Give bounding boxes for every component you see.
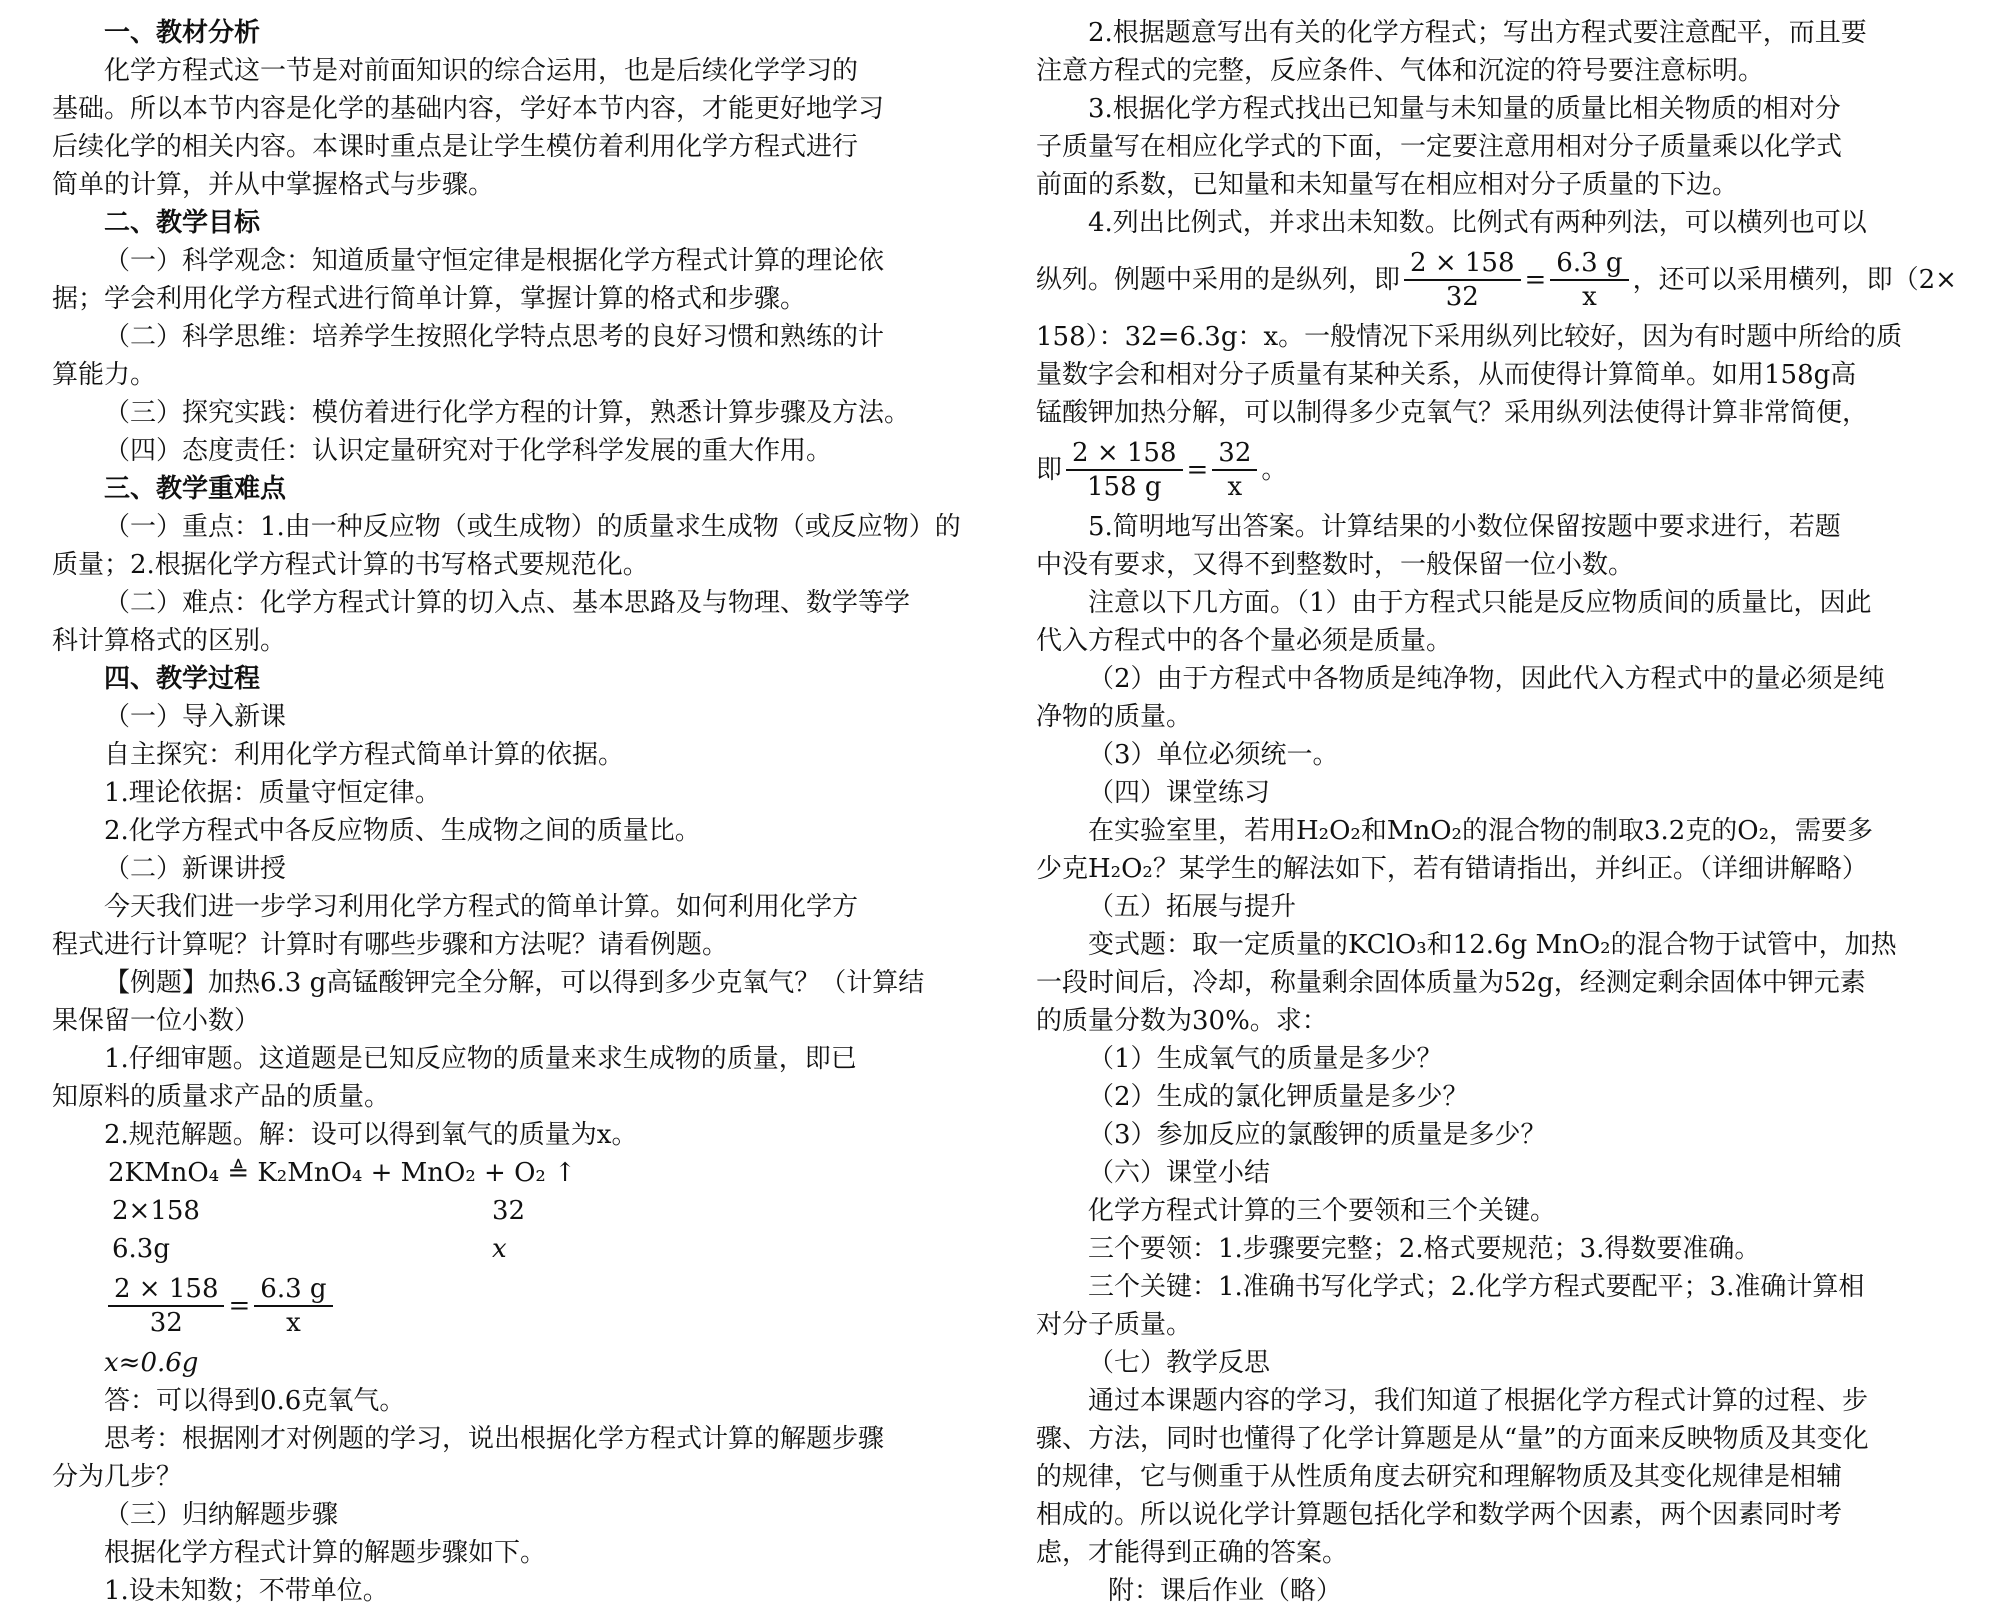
text-line: 少克H₂O₂？某学生的解法如下，若有错请指出，并纠正。（详细讲解略）: [1036, 854, 1868, 884]
vertical-proportion-line: [1036, 242, 1986, 318]
text-line: （四）态度责任：认识定量研究对于化学科学发展的重大作用。: [104, 436, 833, 466]
section-title-4: 四、教学过程: [104, 664, 261, 694]
left-column: [52, 14, 1002, 1610]
text-line: 质量；2.根据化学方程式计算的书写格式要规范化。: [52, 550, 649, 580]
text-line: （三）探究实践：模仿着进行化学方程的计算，熟悉计算步骤及方法。: [104, 398, 911, 428]
text-segment: 纵列。例题中采用的是纵列，即: [1036, 265, 1401, 295]
text-line: 通过本课题内容的学习，我们知道了根据化学方程式计算的过程、步: [1088, 1386, 1869, 1416]
text-line: 据；学会利用化学方程式进行简单计算，掌握计算的格式和步骤。: [52, 284, 807, 314]
fraction-denominator: 158 g: [1086, 472, 1162, 502]
text-line: （二）新课讲授: [104, 854, 287, 884]
equals-sign: =: [228, 1291, 251, 1321]
text-line: （七）教学反思: [1088, 1348, 1271, 1378]
text-line: 4.列出比例式，并求出未知数。比例式有两种列法，可以横列也可以: [1088, 208, 1867, 238]
text-line: 2.化学方程式中各反应物质、生成物之间的质量比。: [104, 816, 701, 846]
fraction: [1550, 247, 1628, 313]
text-line: 1.设未知数；不带单位。: [104, 1576, 389, 1606]
text-line: 化学方程式计算的三个要领和三个关键。: [1088, 1196, 1557, 1226]
fraction-denominator: 32: [1445, 282, 1479, 312]
text-line: 算能力。: [52, 360, 157, 390]
text-line: 的规律，它与侧重于从性质角度去研究和理解物质及其变化规律是相辅: [1036, 1462, 1843, 1492]
text-line: 前面的系数，已知量和未知量写在相应相对分子质量的下边。: [1036, 170, 1739, 200]
fraction-numerator: 2 × 158: [1066, 437, 1182, 471]
fraction-numerator: 6.3 g: [254, 1273, 332, 1307]
text-line: 5.简明地写出答案。计算结果的小数位保留按题中要求进行，若题: [1088, 512, 1841, 542]
fraction-denominator: x: [286, 1308, 301, 1338]
text-line: 自主探究：利用化学方程式简单计算的依据。: [104, 740, 625, 770]
text-line: （一）导入新课: [104, 702, 287, 732]
text-line: 三个要领：1.步骤要完整；2.格式要规范；3.得数要准确。: [1088, 1234, 1761, 1264]
text-line: 根据化学方程式计算的解题步骤如下。: [104, 1538, 547, 1568]
equation-known-row: [52, 1230, 1002, 1268]
equals-sign: =: [1186, 455, 1209, 485]
section-title-1: 一、教材分析: [104, 18, 261, 48]
text-line: 在实验室里，若用H₂O₂和MnO₂的混合物的制取3.2克的O₂，需要多: [1088, 816, 1874, 846]
text-line: 虑，才能得到正确的答案。: [1036, 1538, 1349, 1568]
text-line: 子质量写在相应化学式的下面，一定要注意用相对分子质量乘以化学式: [1036, 132, 1843, 162]
text-line: 今天我们进一步学习利用化学方程式的简单计算。如何利用化学方: [104, 892, 859, 922]
known-kmno4: 6.3g: [112, 1234, 170, 1264]
text-line: 2.根据题意写出有关的化学方程式；写出方程式要注意配平，而且要: [1088, 18, 1867, 48]
section-title-2: 二、教学目标: [104, 208, 261, 238]
result-line: x≈0.6g: [104, 1348, 199, 1378]
text-line: （四）课堂练习: [1088, 778, 1271, 808]
unknown-o2: x: [492, 1234, 507, 1264]
text-segment: 。: [1261, 455, 1288, 485]
text-line: 的质量分数为30%。求：: [1036, 1006, 1328, 1036]
text-line: （三）归纳解题步骤: [104, 1500, 339, 1530]
fraction-right: [254, 1273, 332, 1339]
text-line: （1）生成氧气的质量是多少？: [1088, 1044, 1443, 1074]
appendix-note: 附：课后作业（略）: [1108, 1576, 1343, 1606]
text-line: 基础。所以本节内容是化学的基础内容，学好本节内容，才能更好地学习: [52, 94, 885, 124]
fraction-numerator: 2 × 158: [1404, 247, 1520, 281]
section-title-3: 三、教学重难点: [104, 474, 287, 504]
text-line: 简单的计算，并从中掌握格式与步骤。: [52, 170, 495, 200]
text-line: 代入方程式中的各个量必须是质量。: [1036, 626, 1453, 656]
text-line: （一）重点：1.由一种反应物（或生成物）的质量求生成物（或反应物）的: [104, 512, 961, 542]
text-line: 1.仔细审题。这道题是已知反应物的质量来求生成物的质量，即已: [104, 1044, 857, 1074]
text-line: （3）参加反应的氯酸钾的质量是多少？: [1088, 1120, 1547, 1150]
fraction: [1212, 437, 1257, 503]
text-line: 注意以下几方面。（1）由于方程式只能是反应物质间的质量比，因此: [1088, 588, 1872, 618]
text-line: （六）课堂小结: [1088, 1158, 1271, 1188]
equals-sign: =: [1524, 265, 1547, 295]
text-line: 化学方程式这一节是对前面知识的综合运用，也是后续化学学习的: [104, 56, 859, 86]
text-line: 三个关键：1.准确书写化学式；2.化学方程式要配平；3.准确计算相: [1088, 1272, 1865, 1302]
text-line: 思考：根据刚才对例题的学习，说出根据化学方程式计算的解题步骤: [104, 1424, 885, 1454]
text-line: 变式题：取一定质量的KClO₃和12.6g MnO₂的混合物于试管中，加热: [1088, 930, 1897, 960]
equation-mass-row: [52, 1192, 1002, 1230]
proportion-equation: [52, 1268, 1002, 1344]
text-line: 158）：32=6.3g：x。一般情况下采用纵列比较好，因为有时题中所给的质: [1036, 322, 1903, 352]
text-line: 【例题】加热6.3 g高锰酸钾完全分解，可以得到多少克氧气？（计算结: [104, 968, 925, 998]
mass-o2: 32: [492, 1196, 526, 1226]
text-line: 分为几步？: [52, 1462, 183, 1492]
text-line: （五）拓展与提升: [1088, 892, 1297, 922]
text-line: 2.规范解题。解：设可以得到氧气的质量为x。: [104, 1120, 638, 1150]
fraction-denominator: x: [1227, 472, 1243, 502]
mass-kmno4: 2×158: [112, 1196, 200, 1226]
text-line: （2）生成的氯化钾质量是多少？: [1088, 1082, 1469, 1112]
text-line: 果保留一位小数）: [52, 1006, 261, 1036]
text-line: 答：可以得到0.6克氧气。: [104, 1386, 406, 1416]
text-line: 中没有要求，又得不到整数时，一般保留一位小数。: [1036, 550, 1635, 580]
text-line: 锰酸钾加热分解，可以制得多少克氧气？采用纵列法使得计算非常简便，: [1036, 398, 1869, 428]
fraction-numerator: 32: [1212, 437, 1257, 471]
text-line: （二）难点：化学方程式计算的切入点、基本思路及与物理、数学等学: [104, 588, 911, 618]
fraction: [1066, 437, 1182, 503]
fraction-numerator: 6.3 g: [1550, 247, 1628, 281]
text-line: 科计算格式的区别。: [52, 626, 287, 656]
text-line: 注意方程式的完整，反应条件、气体和沉淀的符号要注意标明。: [1036, 56, 1765, 86]
text-line: （一）科学观念：知道质量守恒定律是根据化学方程式计算的理论依: [104, 246, 885, 276]
text-segment: ，还可以采用横列，即（2×: [1632, 265, 1957, 295]
text-line: 一段时间后，冷却，称量剩余固体质量为52g，经测定剩余固体中钾元素: [1036, 968, 1866, 998]
text-line: 相成的。所以说化学计算题包括化学和数学两个因素，两个因素同时考: [1036, 1500, 1843, 1530]
text-line: 后续化学的相关内容。本课时重点是让学生模仿着利用化学方程式进行: [52, 132, 859, 162]
text-line: （二）科学思维：培养学生按照化学特点思考的良好习惯和熟练的计: [104, 322, 885, 352]
right-column: [1036, 14, 1986, 1610]
fraction-denominator: x: [1582, 282, 1597, 312]
text-line: 3.根据化学方程式找出已知量与未知量的质量比相关物质的相对分: [1088, 94, 1841, 124]
fraction-left: [108, 1273, 224, 1339]
chemical-equation: 2KMnO₄ ≜ K₂MnO₄ + MnO₂ + O₂ ↑: [108, 1158, 576, 1188]
text-line: 1.理论依据：质量守恒定律。: [104, 778, 441, 808]
text-line: 净物的质量。: [1036, 702, 1193, 732]
text-line: 骤、方法，同时也懂得了化学计算题是从“量”的方面来反映物质及其变化: [1036, 1424, 1869, 1454]
fraction-numerator: 2 × 158: [108, 1273, 224, 1307]
text-line: 对分子质量。: [1036, 1310, 1193, 1340]
fraction-denominator: 32: [149, 1308, 183, 1338]
text-line: 知原料的质量求产品的质量。: [52, 1082, 391, 1112]
text-line: （3）单位必须统一。: [1088, 740, 1339, 770]
text-line: 量数字会和相对分子质量有某种关系，从而使得计算简单。如用158g高: [1036, 360, 1857, 390]
text-line: 程式进行计算呢？计算时有哪些步骤和方法呢？请看例题。: [52, 930, 729, 960]
simplified-proportion-line: [1036, 432, 1986, 508]
fraction: [1404, 247, 1520, 313]
text-segment: 即: [1036, 455, 1063, 485]
text-line: （2）由于方程式中各物质是纯净物，因此代入方程式中的量必须是纯: [1088, 664, 1885, 694]
